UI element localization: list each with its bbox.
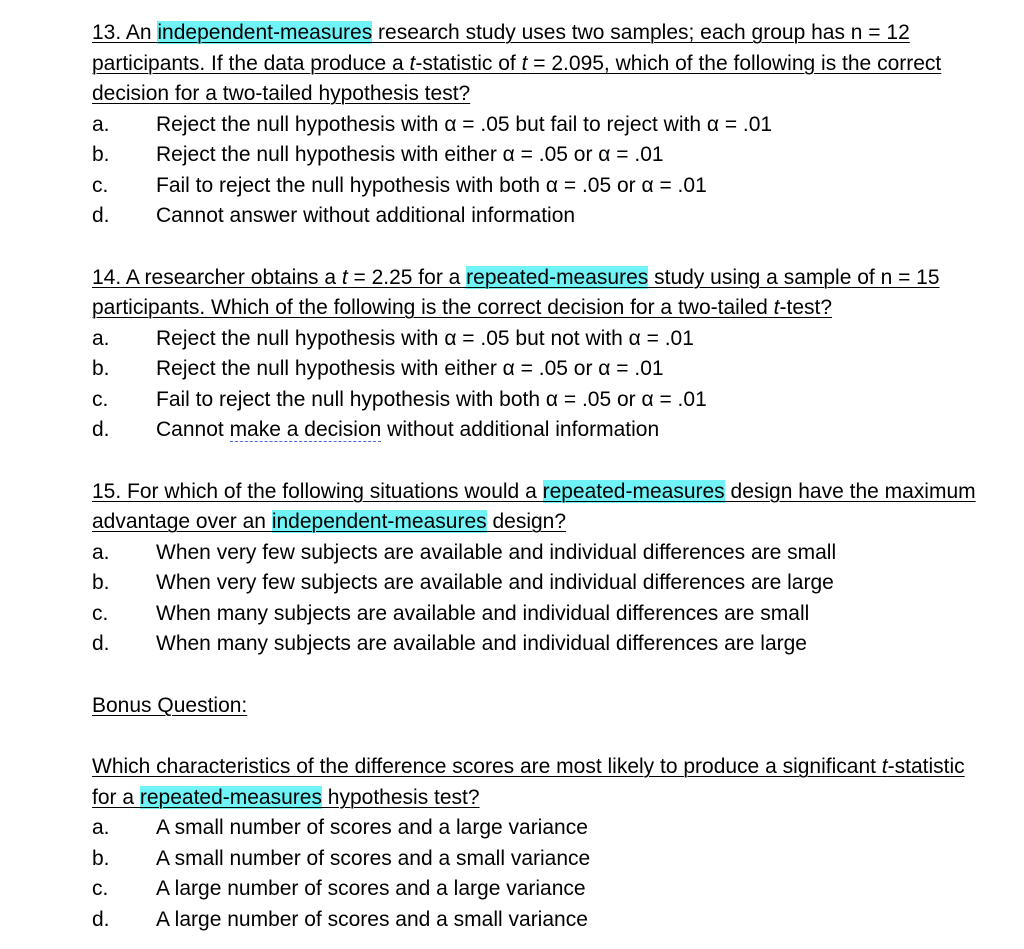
- option-a: a. Reject the null hypothesis with α = .05 but fail to reject with α = .01: [92, 112, 773, 136]
- spellcheck-dotted-underline: make a decision: [229, 418, 382, 441]
- option-d: d. Cannot make a decision without additional information: [92, 418, 660, 441]
- highlight-independent-measures: independent-measures: [157, 21, 373, 44]
- option-a: a. A small number of scores and a large variance: [92, 816, 588, 839]
- spacer: [92, 660, 992, 691]
- bonus-question-stem: Which characteristics of the difference scores are most likely to produce a significant t-statistic for a repeated-measures hypothesis test?: [92, 755, 965, 809]
- highlight-repeated-measures: repeated-measures: [139, 785, 322, 809]
- option-c: c. Fail to reject the null hypothesis with both α = .05 or α = .01: [92, 173, 707, 197]
- question-15: [92, 477, 992, 660]
- bonus-question: [92, 752, 992, 935]
- option-d: d. When many subjects are available and individual differences are large: [92, 632, 807, 655]
- highlight-independent-measures: independent-measures: [271, 510, 487, 533]
- option-d: d. Cannot answer without additional information: [92, 204, 576, 227]
- option-c: c. A large number of scores and a large variance: [92, 877, 586, 900]
- option-b: b. A small number of scores and a small variance: [92, 846, 591, 870]
- option-b: b. When very few subjects are available and individual differences are large: [92, 571, 834, 594]
- question-13-stem: 13. An independent-measures research study uses two samples; each group has n = 12 participants. If the data produce a t-statistic of t = 2.095, which of the following is the correct decision for a two-tailed hypothesis test?: [92, 21, 942, 105]
- spacer: [92, 446, 992, 477]
- spacer: [92, 232, 992, 263]
- highlight-repeated-measures: repeated-measures: [466, 265, 649, 289]
- option-a: a. Reject the null hypothesis with α = .05 but not with α = .01: [92, 326, 694, 350]
- highlight-repeated-measures: repeated-measures: [542, 479, 725, 503]
- question-15-stem: 15. For which of the following situations would a repeated-measures design have the maximum advantage over an independent-measures design?: [92, 479, 976, 533]
- option-d: d. A large number of scores and a small variance: [92, 907, 588, 931]
- question-14: [92, 263, 992, 446]
- option-c: c. When many subjects are available and individual differences are small: [92, 601, 810, 625]
- document-page: [92, 18, 992, 935]
- question-14-stem: 14. A researcher obtains a t = 2.25 for a repeated-measures study using a sample of n = 15 participants. Which of the following is the correct decision for a two-tailed t-test?: [92, 265, 940, 319]
- question-13: [92, 18, 992, 232]
- option-c: c. Fail to reject the null hypothesis with both α = .05 or α = .01: [92, 387, 707, 411]
- option-a: a. When very few subjects are available and individual differences are small: [92, 540, 837, 564]
- option-b: b. Reject the null hypothesis with either α = .05 or α = .01: [92, 357, 664, 380]
- bonus-heading: Bonus Question:: [92, 693, 248, 717]
- spacer: [92, 721, 992, 752]
- option-b: b. Reject the null hypothesis with either α = .05 or α = .01: [92, 143, 664, 166]
